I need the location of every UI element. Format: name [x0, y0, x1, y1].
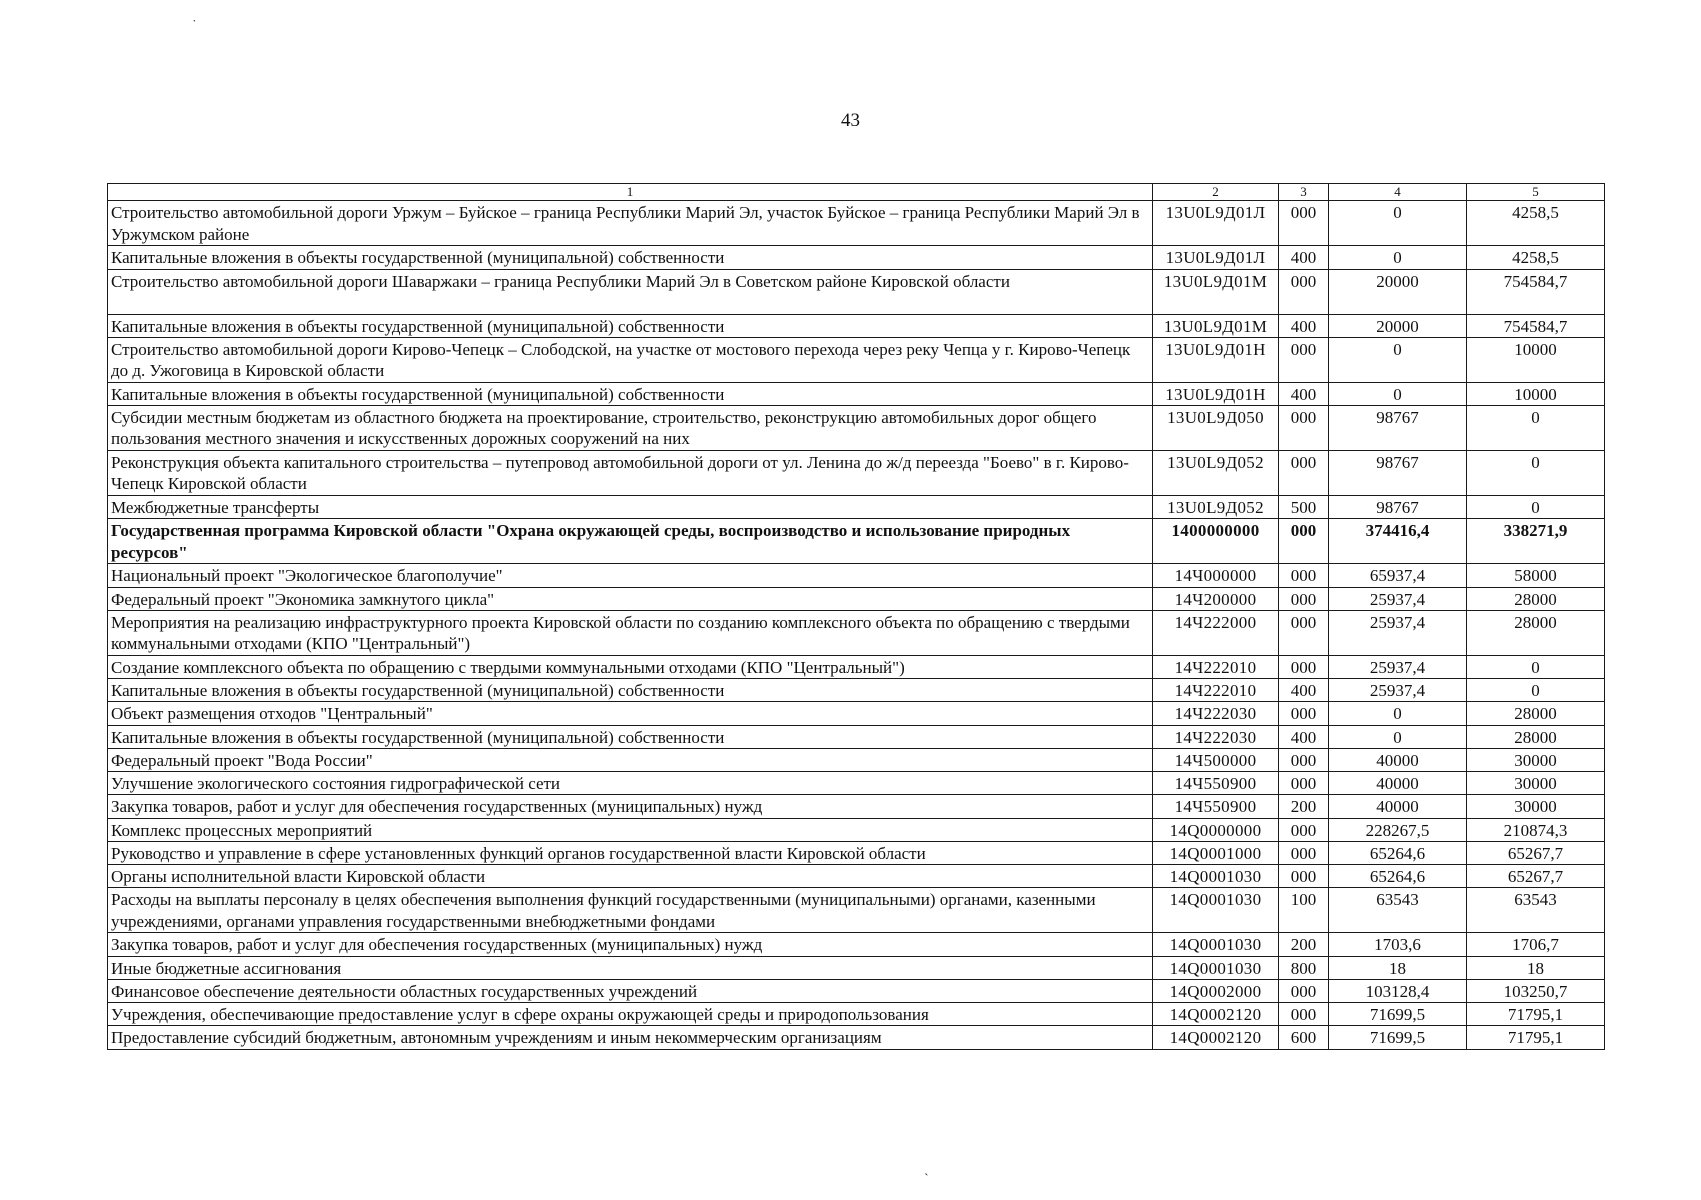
row-amount-5-cell: 28000 [1467, 725, 1605, 748]
table-row [108, 564, 1605, 587]
row-expense-type-cell: 000 [1279, 772, 1329, 795]
row-code-cell: 14Q0001000 [1153, 841, 1279, 864]
table-row [108, 406, 1605, 451]
row-amount-4-cell: 0 [1329, 337, 1467, 382]
table-row [108, 725, 1605, 748]
header-cell: 3 [1279, 184, 1329, 201]
row-amount-5-cell: 65267,7 [1467, 841, 1605, 864]
row-name-cell: Органы исполнительной власти Кировской области [108, 865, 1153, 888]
row-code-cell: 13U0L9Д01М [1153, 314, 1279, 337]
row-amount-4-cell: 40000 [1329, 772, 1467, 795]
table-row [108, 772, 1605, 795]
table-row [108, 610, 1605, 655]
header-cell: 2 [1153, 184, 1279, 201]
row-amount-4-cell: 25937,4 [1329, 587, 1467, 610]
row-name-cell: Расходы на выплаты персоналу в целях обеспечения выполнения функций государственными (муниципальными) органами, казенными учреждениями, органами управления государственными внебюджетными фондами [108, 888, 1153, 933]
row-name-cell: Реконструкция объекта капитального строительства – путепровод автомобильной дороги от ул. Ленина до ж/д переезда "Боево" в г. Кирово-Чепецк Кировской области [108, 451, 1153, 496]
row-amount-4-cell: 20000 [1329, 269, 1467, 314]
row-name-cell: Создание комплексного объекта по обращению с твердыми коммунальными отходами (КПО "Центральный") [108, 655, 1153, 678]
row-amount-5-cell: 63543 [1467, 888, 1605, 933]
row-name-cell: Капитальные вложения в объекты государственной (муниципальной) собственности [108, 246, 1153, 269]
row-expense-type-cell: 100 [1279, 888, 1329, 933]
budget-table [107, 183, 1605, 1050]
row-expense-type-cell: 000 [1279, 201, 1329, 246]
table-row [108, 451, 1605, 496]
row-name-cell: Федеральный проект "Вода России" [108, 748, 1153, 771]
row-amount-5-cell: 754584,7 [1467, 269, 1605, 314]
row-amount-5-cell: 1706,7 [1467, 933, 1605, 956]
table-row [108, 933, 1605, 956]
row-amount-4-cell: 0 [1329, 382, 1467, 405]
row-name-cell: Руководство и управление в сфере установленных функций органов государственной власти Кировской области [108, 841, 1153, 864]
table-row [108, 748, 1605, 771]
row-code-cell: 14Ч500000 [1153, 748, 1279, 771]
row-code-cell: 14Ч222010 [1153, 679, 1279, 702]
row-expense-type-cell: 000 [1279, 337, 1329, 382]
page-number: 43 [841, 110, 860, 131]
table-row [108, 587, 1605, 610]
row-amount-4-cell: 71699,5 [1329, 1026, 1467, 1049]
row-code-cell: 14Q0001030 [1153, 956, 1279, 979]
row-name-cell: Финансовое обеспечение деятельности областных государственных учреждений [108, 979, 1153, 1002]
row-code-cell: 13U0L9Д01Н [1153, 337, 1279, 382]
row-expense-type-cell: 400 [1279, 246, 1329, 269]
table-row [108, 1003, 1605, 1026]
table-row [108, 337, 1605, 382]
row-code-cell: 14Ч222030 [1153, 725, 1279, 748]
row-amount-5-cell: 0 [1467, 679, 1605, 702]
row-name-cell: Федеральный проект "Экономика замкнутого цикла" [108, 587, 1153, 610]
row-name-cell: Капитальные вложения в объекты государственной (муниципальной) собственности [108, 382, 1153, 405]
row-name-cell: Капитальные вложения в объекты государственной (муниципальной) собственности [108, 679, 1153, 702]
row-amount-5-cell: 0 [1467, 655, 1605, 678]
row-name-cell: Межбюджетные трансферты [108, 496, 1153, 519]
scan-speck: ˙ [192, 18, 197, 33]
row-code-cell: 13U0L9Д01Н [1153, 382, 1279, 405]
table-row [108, 519, 1605, 564]
row-name-cell: Мероприятия на реализацию инфраструктурного проекта Кировской области по созданию комплексного объекта по обращению с твердыми коммунальными отходами (КПО "Центральный") [108, 610, 1153, 655]
row-expense-type-cell: 400 [1279, 679, 1329, 702]
row-code-cell: 14Ч222030 [1153, 702, 1279, 725]
row-name-cell: Строительство автомобильной дороги Шаваржаки – граница Республики Марий Эл в Советском районе Кировской области [108, 269, 1153, 314]
row-name-cell: Капитальные вложения в объекты государственной (муниципальной) собственности [108, 314, 1153, 337]
row-amount-4-cell: 63543 [1329, 888, 1467, 933]
row-code-cell: 1400000000 [1153, 519, 1279, 564]
row-expense-type-cell: 000 [1279, 865, 1329, 888]
row-amount-4-cell: 1703,6 [1329, 933, 1467, 956]
row-code-cell: 13U0L9Д01М [1153, 269, 1279, 314]
table-row [108, 1026, 1605, 1049]
row-amount-5-cell: 0 [1467, 406, 1605, 451]
row-code-cell: 14Ч550900 [1153, 772, 1279, 795]
row-expense-type-cell: 000 [1279, 702, 1329, 725]
row-code-cell: 14Q0002000 [1153, 979, 1279, 1002]
row-amount-4-cell: 228267,5 [1329, 818, 1467, 841]
row-amount-4-cell: 25937,4 [1329, 655, 1467, 678]
row-amount-5-cell: 28000 [1467, 610, 1605, 655]
row-code-cell: 14Q0000000 [1153, 818, 1279, 841]
row-expense-type-cell: 000 [1279, 269, 1329, 314]
row-amount-5-cell: 58000 [1467, 564, 1605, 587]
row-expense-type-cell: 500 [1279, 496, 1329, 519]
table-row [108, 246, 1605, 269]
row-amount-5-cell: 0 [1467, 451, 1605, 496]
header-cell: 5 [1467, 184, 1605, 201]
row-expense-type-cell: 000 [1279, 406, 1329, 451]
row-amount-4-cell: 374416,4 [1329, 519, 1467, 564]
row-amount-5-cell: 30000 [1467, 748, 1605, 771]
row-amount-4-cell: 65937,4 [1329, 564, 1467, 587]
table-row [108, 382, 1605, 405]
table-row [108, 269, 1605, 314]
row-amount-5-cell: 65267,7 [1467, 865, 1605, 888]
row-name-cell: Национальный проект "Экологическое благополучие" [108, 564, 1153, 587]
table-row [108, 655, 1605, 678]
row-amount-5-cell: 28000 [1467, 702, 1605, 725]
row-amount-5-cell: 103250,7 [1467, 979, 1605, 1002]
row-expense-type-cell: 000 [1279, 818, 1329, 841]
row-name-cell: Улучшение экологического состояния гидрографической сети [108, 772, 1153, 795]
row-amount-4-cell: 20000 [1329, 314, 1467, 337]
row-expense-type-cell: 000 [1279, 587, 1329, 610]
row-code-cell: 13U0L9Д052 [1153, 496, 1279, 519]
row-expense-type-cell: 000 [1279, 1003, 1329, 1026]
row-name-cell: Учреждения, обеспечивающие предоставление услуг в сфере охраны окружающей среды и природопользования [108, 1003, 1153, 1026]
row-amount-4-cell: 40000 [1329, 795, 1467, 818]
row-amount-5-cell: 71795,1 [1467, 1026, 1605, 1049]
header-cell: 1 [108, 184, 1153, 201]
row-code-cell: 14Ч222010 [1153, 655, 1279, 678]
row-amount-4-cell: 98767 [1329, 406, 1467, 451]
row-name-cell: Закупка товаров, работ и услуг для обеспечения государственных (муниципальных) нужд [108, 795, 1153, 818]
row-name-cell: Иные бюджетные ассигнования [108, 956, 1153, 979]
row-amount-5-cell: 18 [1467, 956, 1605, 979]
row-amount-5-cell: 30000 [1467, 795, 1605, 818]
row-code-cell: 14Q0001030 [1153, 888, 1279, 933]
row-amount-4-cell: 65264,6 [1329, 841, 1467, 864]
row-expense-type-cell: 000 [1279, 841, 1329, 864]
row-amount-4-cell: 103128,4 [1329, 979, 1467, 1002]
table-row [108, 841, 1605, 864]
row-expense-type-cell: 000 [1279, 655, 1329, 678]
row-amount-5-cell: 0 [1467, 496, 1605, 519]
table-row [108, 314, 1605, 337]
row-code-cell: 13U0L9Д050 [1153, 406, 1279, 451]
row-amount-4-cell: 40000 [1329, 748, 1467, 771]
table-row [108, 979, 1605, 1002]
row-expense-type-cell: 400 [1279, 725, 1329, 748]
row-code-cell: 14Ч222000 [1153, 610, 1279, 655]
row-code-cell: 14Q0001030 [1153, 933, 1279, 956]
row-expense-type-cell: 800 [1279, 956, 1329, 979]
row-amount-5-cell: 754584,7 [1467, 314, 1605, 337]
row-code-cell: 14Q0002120 [1153, 1003, 1279, 1026]
row-name-cell: Государственная программа Кировской области "Охрана окружающей среды, воспроизводство и использование природных ресурсов" [108, 519, 1153, 564]
table-row [108, 201, 1605, 246]
row-code-cell: 13U0L9Д052 [1153, 451, 1279, 496]
row-amount-5-cell: 4258,5 [1467, 246, 1605, 269]
row-amount-4-cell: 98767 [1329, 496, 1467, 519]
row-code-cell: 14Ч200000 [1153, 587, 1279, 610]
row-name-cell: Предоставление субсидий бюджетным, автономным учреждениям и иным некоммерческим организациям [108, 1026, 1153, 1049]
row-code-cell: 14Q0001030 [1153, 865, 1279, 888]
row-amount-4-cell: 0 [1329, 246, 1467, 269]
table-row [108, 679, 1605, 702]
row-expense-type-cell: 400 [1279, 314, 1329, 337]
table-row [108, 795, 1605, 818]
row-name-cell: Комплекс процессных мероприятий [108, 818, 1153, 841]
row-expense-type-cell: 000 [1279, 610, 1329, 655]
table-row [108, 818, 1605, 841]
row-name-cell: Капитальные вложения в объекты государственной (муниципальной) собственности [108, 725, 1153, 748]
header-cell: 4 [1329, 184, 1467, 201]
row-code-cell: 14Ч550900 [1153, 795, 1279, 818]
row-name-cell: Строительство автомобильной дороги Уржум – Буйское – граница Республики Марий Эл, участок Буйское – граница Республики Марий Эл в Уржумском районе [108, 201, 1153, 246]
row-expense-type-cell: 200 [1279, 795, 1329, 818]
scan-speck: ` [924, 1172, 929, 1187]
row-amount-5-cell: 30000 [1467, 772, 1605, 795]
row-code-cell: 13U0L9Д01Л [1153, 246, 1279, 269]
row-amount-5-cell: 338271,9 [1467, 519, 1605, 564]
row-amount-4-cell: 71699,5 [1329, 1003, 1467, 1026]
row-amount-4-cell: 18 [1329, 956, 1467, 979]
row-expense-type-cell: 000 [1279, 748, 1329, 771]
table-row [108, 702, 1605, 725]
row-expense-type-cell: 000 [1279, 519, 1329, 564]
row-amount-4-cell: 0 [1329, 725, 1467, 748]
row-code-cell: 14Q0002120 [1153, 1026, 1279, 1049]
row-expense-type-cell: 000 [1279, 451, 1329, 496]
table-row [108, 956, 1605, 979]
row-expense-type-cell: 000 [1279, 564, 1329, 587]
row-code-cell: 14Ч000000 [1153, 564, 1279, 587]
row-amount-4-cell: 25937,4 [1329, 679, 1467, 702]
row-expense-type-cell: 000 [1279, 979, 1329, 1002]
table-row [108, 865, 1605, 888]
row-amount-4-cell: 0 [1329, 702, 1467, 725]
row-amount-5-cell: 4258,5 [1467, 201, 1605, 246]
row-name-cell: Объект размещения отходов "Центральный" [108, 702, 1153, 725]
header-row [108, 184, 1605, 201]
row-expense-type-cell: 200 [1279, 933, 1329, 956]
row-name-cell: Строительство автомобильной дороги Кирово-Чепецк – Слободской, на участке от мостового перехода через реку Чепца у г. Кирово-Чепецк до д. Ужоговица в Кировской области [108, 337, 1153, 382]
row-amount-5-cell: 210874,3 [1467, 818, 1605, 841]
row-amount-5-cell: 10000 [1467, 337, 1605, 382]
row-name-cell: Закупка товаров, работ и услуг для обеспечения государственных (муниципальных) нужд [108, 933, 1153, 956]
row-amount-4-cell: 98767 [1329, 451, 1467, 496]
row-amount-4-cell: 0 [1329, 201, 1467, 246]
row-amount-5-cell: 71795,1 [1467, 1003, 1605, 1026]
row-amount-5-cell: 10000 [1467, 382, 1605, 405]
row-name-cell: Субсидии местным бюджетам из областного бюджета на проектирование, строительство, реконструкцию автомобильных дорог общего пользования местного значения и искусственных дорожных сооружений на них [108, 406, 1153, 451]
table-row [108, 496, 1605, 519]
row-expense-type-cell: 400 [1279, 382, 1329, 405]
row-amount-4-cell: 65264,6 [1329, 865, 1467, 888]
row-expense-type-cell: 600 [1279, 1026, 1329, 1049]
row-code-cell: 13U0L9Д01Л [1153, 201, 1279, 246]
table-row [108, 888, 1605, 933]
table-body [108, 201, 1605, 1049]
row-amount-5-cell: 28000 [1467, 587, 1605, 610]
row-amount-4-cell: 25937,4 [1329, 610, 1467, 655]
